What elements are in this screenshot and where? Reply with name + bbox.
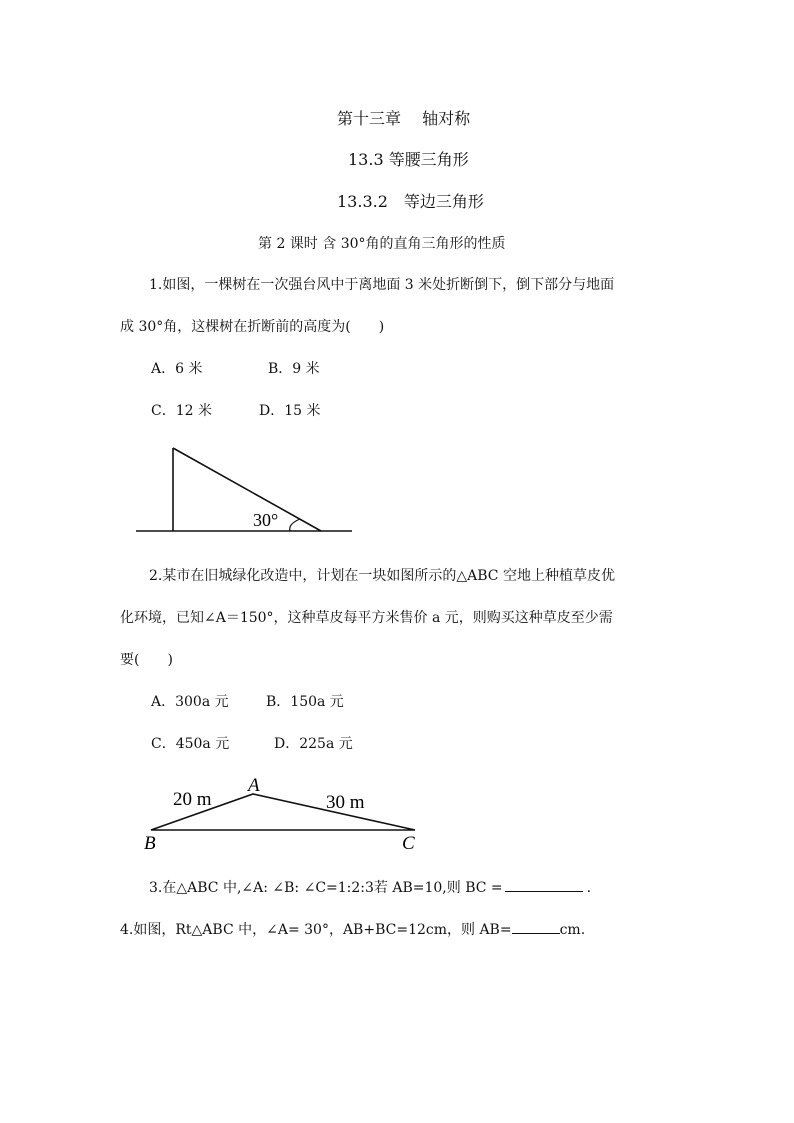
q4-end: cm. (559, 922, 586, 938)
q1-text-line2: 成 30°角，这棵树在折断前的高度为( ) (120, 319, 385, 335)
q2-option-d: D．225a 元 (274, 736, 353, 752)
q1-option-a: A．6 米 (151, 361, 203, 377)
q1-option-d: D．15 米 (259, 403, 321, 419)
side-ac-label: 30 m (326, 792, 365, 813)
section-title: 13.3 等腰三角形 (348, 150, 469, 169)
q2-text-line3: 要( ) (120, 652, 173, 668)
q2-option-c: C．450a 元 (151, 736, 230, 752)
vertex-b-label: B (144, 833, 156, 854)
q3-text (149, 879, 591, 897)
q3-answer-blank[interactable] (505, 879, 583, 892)
q2-option-a: A．300a 元 (151, 694, 229, 710)
q3-stem: 3.在△ABC 中,∠A: ∠B: ∠C=1:2:3若 AB=10,则 BC = (149, 880, 503, 896)
lesson-title: 第 2 课时 含 30°角的直角三角形的性质 (258, 236, 506, 252)
q4-text (120, 921, 585, 939)
q1-text-line1: 1.如图，一棵树在一次强台风中于离地面 3 米处折断倒下，倒下部分与地面 (149, 277, 615, 293)
subsection-title: 13.3.2 等边三角形 (337, 192, 484, 211)
side-ab-label: 20 m (173, 789, 212, 810)
q2-option-b: B．150a 元 (266, 694, 344, 710)
q4-answer-blank[interactable] (512, 921, 560, 934)
q2-text-line2: 化环境，已知∠A＝150°，这种草皮每平方米售价 a 元，则购买这种草皮至少需 (120, 610, 613, 626)
q2-text-line1: 2.某市在旧城绿化改造中，计划在一块如图所示的△ABC 空地上种植草皮优 (149, 568, 615, 584)
q1-option-b: B．9 米 (268, 361, 320, 377)
q4-stem: 4.如图，Rt△ABC 中，∠A= 30°，AB+BC=12cm，则 AB= (120, 922, 512, 938)
chapter-title: 第十三章 轴对称 (337, 109, 471, 128)
vertex-a-label: A (248, 775, 260, 796)
angle-label: 30° (253, 510, 279, 530)
vertex-c-label: C (402, 833, 415, 854)
q3-end: . (586, 880, 592, 896)
q1-option-c: C．12 米 (151, 403, 212, 419)
